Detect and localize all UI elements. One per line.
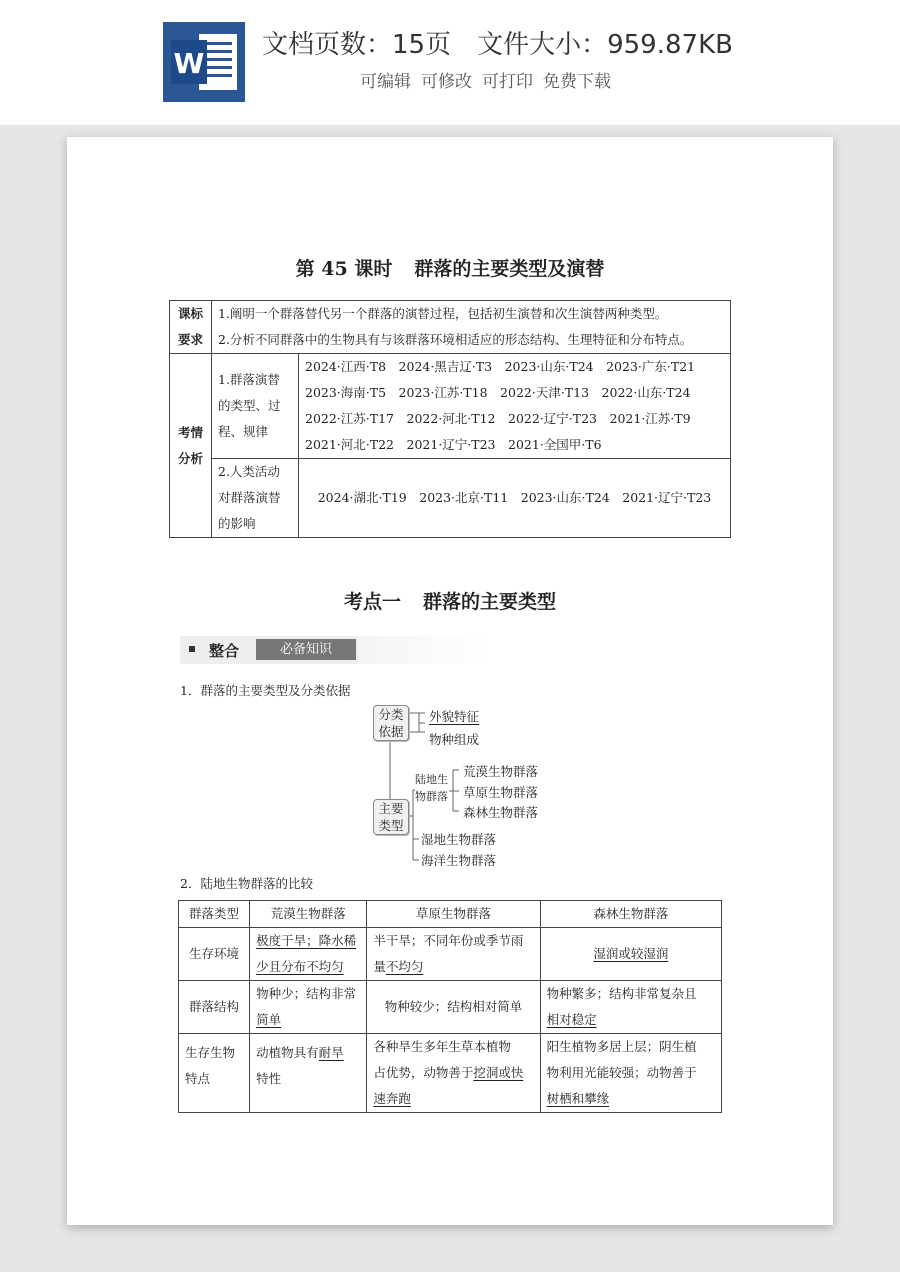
feature-printable: 可打印 xyxy=(482,72,533,92)
table-cell xyxy=(540,1034,721,1113)
feature-modifiable: 可修改 xyxy=(421,72,472,92)
classification-diagram xyxy=(357,705,547,870)
box-line: 主要 xyxy=(378,801,404,816)
answer-text: 不均匀 xyxy=(385,959,424,974)
label-fade xyxy=(358,636,488,664)
topic-human-impact xyxy=(212,459,299,538)
comparison-table xyxy=(178,900,722,1113)
feature-editable: 可编辑 xyxy=(360,72,411,92)
answer-text: 挖洞或快 xyxy=(473,1065,524,1080)
table-cell xyxy=(367,1034,540,1113)
table-header-row xyxy=(179,901,722,928)
topic-line: 的影响 xyxy=(218,516,256,531)
cell-text: 阳生植物多居上层；阴生植 xyxy=(546,1039,697,1054)
column-header: 草原生物群落 xyxy=(367,901,540,928)
box-line: 依据 xyxy=(378,724,404,739)
table-row xyxy=(170,354,731,459)
reference-line: 2022·江苏·T17 2022·河北·T12 2022·辽宁·T23 2021·江苏·T9 xyxy=(305,411,691,426)
standard-line: 1.阐明一个群落替代另一个群落的演替过程，包括初生演替和次生演替两种类型。 xyxy=(218,306,668,321)
cell-text: 物种较少；结构相对简单 xyxy=(367,981,540,1034)
basis-appearance: 外貌特征 xyxy=(429,709,480,724)
label-line: 物群落 xyxy=(415,790,448,803)
table-row xyxy=(179,981,722,1034)
cell-text: 物种繁多；结构非常复杂且 xyxy=(546,986,697,1001)
row-label xyxy=(179,1034,250,1113)
banner-features xyxy=(360,67,621,92)
main-types-box xyxy=(373,799,409,835)
header-line: 分析 xyxy=(177,450,203,466)
wetland-community: 湿地生物群落 xyxy=(421,832,497,847)
reference-line: 2024·湖北·T19 2023·北京·T11 2023·山东·T24 2021·辽宁·T23 xyxy=(317,490,712,505)
row-label: 生存环境 xyxy=(179,928,250,981)
table-cell xyxy=(250,928,367,981)
topic-line: 程、规律 xyxy=(218,424,269,439)
analysis-header xyxy=(170,354,212,538)
banner-title xyxy=(262,24,759,61)
lesson-number: 第 45 课时 xyxy=(295,258,393,280)
standards-header xyxy=(170,301,212,354)
marine-community: 海洋生物群落 xyxy=(421,853,497,868)
cell-text: 特性 xyxy=(256,1071,282,1086)
answer-text: 湿润或较湿润 xyxy=(593,946,669,961)
grassland-community: 草原生物群落 xyxy=(463,785,539,800)
download-banner xyxy=(0,0,900,125)
section-title xyxy=(67,587,833,614)
topic-line: 2.人类活动 xyxy=(218,464,280,479)
square-bullet-icon xyxy=(189,646,195,652)
header-line: 课标 xyxy=(177,306,203,321)
subsection-heading: 1．群落的主要类型及分类依据 xyxy=(180,683,351,698)
integration-text: 整合 xyxy=(209,642,240,660)
label-line: 生存生物 xyxy=(185,1045,236,1060)
column-header: 群落类型 xyxy=(179,901,250,928)
reference-line: 2021·河北·T22 2021·辽宁·T23 2021·全国甲·T6 xyxy=(305,437,602,452)
topic-line: 的类型、过 xyxy=(218,398,281,413)
exam-references xyxy=(299,354,731,459)
standards-table xyxy=(169,300,731,538)
reference-line: 2024·江西·T8 2024·黑吉辽·T3 2023·山东·T24 2023·广东·T21 xyxy=(305,359,696,374)
header-line: 考情 xyxy=(177,424,203,440)
standards-content xyxy=(212,301,731,354)
table-cell xyxy=(250,981,367,1034)
answer-text: 简单 xyxy=(256,1012,282,1027)
table-cell xyxy=(540,928,721,981)
lesson-topic: 群落的主要类型及演替 xyxy=(414,258,605,280)
answer-text: 耐旱 xyxy=(318,1045,344,1060)
kaodian-number: 考点一 xyxy=(343,591,401,613)
topic-line: 对群落演替 xyxy=(218,490,281,505)
lesson-title xyxy=(67,254,833,281)
cell-text: 物种少；结构非常 xyxy=(256,986,357,1001)
table-cell xyxy=(540,981,721,1034)
box-line: 分类 xyxy=(378,707,404,722)
label-line: 陆地生 xyxy=(415,773,448,786)
topic-line: 1.群落演替 xyxy=(218,372,280,387)
answer-text: 树栖和攀缘 xyxy=(546,1091,610,1106)
column-header: 森林生物群落 xyxy=(540,901,721,928)
feature-free-download: 免费下载 xyxy=(543,72,611,92)
reference-line: 2023·海南·T5 2023·江苏·T18 2022·天津·T13 2022·山东·T24 xyxy=(305,385,691,400)
answer-text: 相对稳定 xyxy=(546,1012,597,1027)
cell-text: 占优势，动物善于 xyxy=(373,1065,474,1080)
table-cell xyxy=(250,1034,367,1113)
cell-text: 各种旱生多年生草本植物 xyxy=(373,1039,511,1054)
subsection-heading: 2．陆地生物群落的比较 xyxy=(180,876,313,891)
page-count: 文档页数：15页 xyxy=(262,30,452,60)
table-row xyxy=(179,1034,722,1113)
cell-text: 物利用光能较强；动物善于 xyxy=(546,1065,697,1080)
basis-species: 物种组成 xyxy=(429,732,480,747)
column-header: 荒漠生物群落 xyxy=(250,901,367,928)
topic-succession xyxy=(212,354,299,459)
classification-basis-box xyxy=(373,705,409,741)
table-row xyxy=(170,459,731,538)
answer-text: 速奔跑 xyxy=(373,1091,411,1106)
word-document-icon xyxy=(163,22,245,102)
exam-references xyxy=(299,459,731,538)
standard-line: 2.分析不同群落中的生物具有与该群落环境相适应的形态结构、生理特征和分布特点。 xyxy=(218,332,693,347)
answer-text: 少且分布不均匀 xyxy=(256,959,344,974)
cell-text: 动植物具有 xyxy=(256,1045,319,1060)
document-page xyxy=(67,137,833,1225)
file-size: 文件大小：959.87KB xyxy=(477,30,733,60)
integration-label xyxy=(180,636,358,664)
desert-community: 荒漠生物群落 xyxy=(463,764,539,779)
table-row xyxy=(170,301,731,354)
answer-text: 极度干旱；降水稀 xyxy=(256,933,357,948)
kaodian-topic: 群落的主要类型 xyxy=(423,591,557,613)
cell-text: 半干旱；不同年份或季节雨 xyxy=(373,933,524,948)
row-label: 群落结构 xyxy=(179,981,250,1034)
table-row xyxy=(179,928,722,981)
box-line: 类型 xyxy=(378,818,404,833)
word-icon-letter: W xyxy=(173,47,205,80)
table-cell xyxy=(367,928,540,981)
label-line: 特点 xyxy=(185,1071,211,1086)
land-community-label xyxy=(415,771,448,805)
cell-text: 量 xyxy=(373,959,386,974)
forest-community: 森林生物群落 xyxy=(463,805,539,820)
header-line: 要求 xyxy=(177,332,203,347)
knowledge-tag: 必备知识 xyxy=(256,639,356,660)
